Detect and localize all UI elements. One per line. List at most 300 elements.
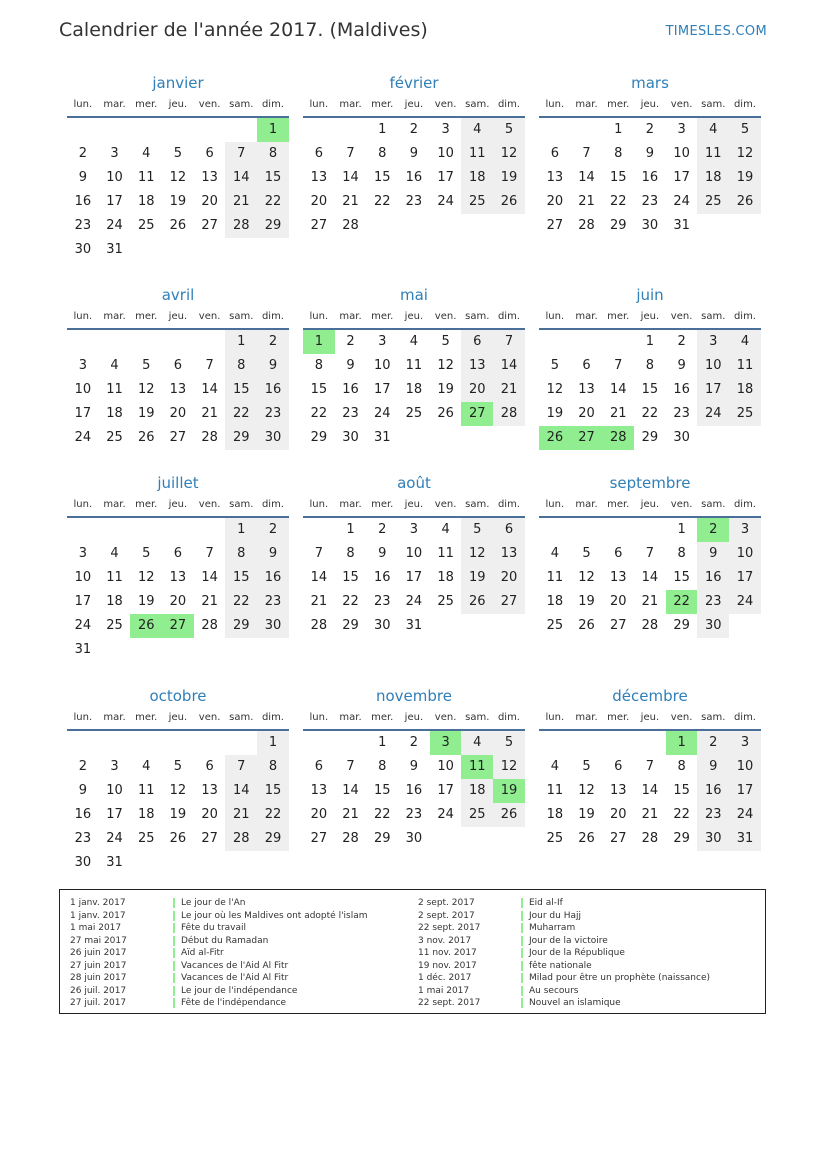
day-cell: 19 [137,594,155,609]
day-cell: 21 [578,194,595,209]
day-cell: 16 [257,378,289,402]
day-cell: 16 [641,170,659,185]
day-cell: 9 [78,783,87,798]
day-cell: 4 [110,546,119,561]
day-cell: 12 [461,542,493,566]
weekday-label: mer. [607,712,630,723]
weekday-label: dim. [261,99,284,110]
day-cell: 23 [74,831,92,846]
day-cell: 5 [173,146,183,161]
day-cell: 29 [342,618,359,633]
day-cell: 9 [346,358,355,373]
empty-cell [130,518,162,542]
day-cell: 15 [609,170,627,185]
day-cell: 28 [201,430,218,445]
legend-date: 1 janv. 2017 [70,910,126,921]
day-cell: 30 [641,218,659,233]
day-cell: 6 [582,358,591,373]
holiday-color-marker [173,923,175,933]
day-cell: 22 [641,406,659,421]
weekday-label: mar. [339,499,362,510]
day-cell: 17 [437,170,454,185]
day-cell: 20 [310,194,328,209]
weekday-label: mer. [607,499,630,510]
month-11 [539,686,761,851]
weekday-label: ven. [434,99,457,110]
day-cell: 23 [257,590,289,614]
empty-cell [67,330,99,354]
day-cell: 30 [74,855,92,870]
day-cell: 20 [546,194,564,209]
day-cell: 13 [169,570,187,585]
day-cell: 24 [673,194,690,209]
day-cell: 25 [546,831,564,846]
day-cell: 5 [142,358,151,373]
empty-cell [225,731,257,755]
day-cell: 12 [169,170,187,185]
weekday-label: jeu. [640,311,660,322]
legend-holiday-name: Au secours [529,985,579,996]
day-cell: 17 [405,570,423,585]
weekday-label: mar. [103,712,126,723]
day-cell: 25 [461,803,493,827]
weekday-header [539,496,761,513]
month-name: mars [631,74,669,92]
weekday-label: ven. [670,311,693,322]
weekday-label: mer. [607,99,630,110]
legend-holiday-name: Le jour de l'indépendance [181,985,298,996]
holiday-color-marker [173,936,175,946]
legend-column-right [418,897,710,1010]
weekday-label: sam. [465,499,490,510]
legend-date: 1 déc. 2017 [418,973,472,984]
day-cell: 30 [342,430,359,445]
legend-holiday-name: Fête de l'indépendance [181,998,287,1009]
day-cell: 20 [310,807,328,822]
day-cell: 30 [373,618,391,633]
day-cell: 12 [137,570,155,585]
weekday-label: lun. [545,712,565,723]
holiday-day-cell: 26 [130,614,162,638]
day-cell: 15 [342,570,359,585]
day-cell: 14 [342,783,359,798]
day-cell: 25 [697,190,729,214]
day-cell: 10 [405,546,423,561]
day-cell: 8 [346,546,355,561]
day-cell: 25 [137,218,155,233]
day-cell: 7 [346,759,355,774]
day-cell: 25 [461,190,493,214]
day-cell: 3 [677,122,686,137]
day-grid [303,118,525,238]
weekday-label: sam. [229,712,254,723]
empty-cell [571,518,603,542]
day-cell: 19 [546,406,564,421]
day-grid [539,518,761,638]
day-cell: 4 [550,546,559,561]
day-cell: 24 [697,402,729,426]
day-cell: 8 [677,759,686,774]
day-cell: 4 [729,330,761,354]
day-cell: 22 [257,803,289,827]
day-cell: 23 [74,218,92,233]
day-cell: 4 [461,731,493,755]
holiday-day-cell: 2 [697,518,729,542]
day-cell: 17 [373,382,391,397]
weekday-label: mer. [135,499,158,510]
empty-cell [225,118,257,142]
holiday-color-marker [521,923,523,933]
day-cell: 24 [74,618,92,633]
day-cell: 11 [697,142,729,166]
month-9 [67,686,289,875]
weekday-label: mar. [103,311,126,322]
day-cell: 10 [373,358,391,373]
weekday-label: mar. [339,99,362,110]
day-cell: 9 [257,354,289,378]
day-cell: 31 [673,218,690,233]
day-cell: 21 [342,807,359,822]
day-grid [67,118,289,262]
day-cell: 8 [314,358,323,373]
holiday-legend [59,889,766,1014]
legend-holiday-name: fête nationale [529,960,592,971]
empty-cell [602,330,634,354]
day-cell: 21 [201,594,218,609]
day-cell: 10 [74,382,92,397]
weekday-label: jeu. [640,712,660,723]
day-cell: 27 [169,430,187,445]
day-cell: 16 [342,382,359,397]
day-cell: 29 [225,614,257,638]
day-cell: 21 [641,594,659,609]
day-cell: 26 [729,190,761,214]
day-cell: 1 [225,518,257,542]
day-cell: 10 [74,570,92,585]
day-cell: 26 [137,430,155,445]
day-cell: 23 [641,194,659,209]
weekday-header [539,308,761,325]
day-cell: 6 [314,146,323,161]
day-cell: 7 [645,546,655,561]
day-cell: 26 [461,590,493,614]
holiday-day-cell: 27 [461,402,493,426]
empty-cell [99,118,131,142]
holiday-color-marker [521,961,523,971]
weekday-label: lun. [545,311,565,322]
weekday-label: sam. [701,99,726,110]
weekday-label: dim. [497,712,520,723]
holiday-day-cell: 1 [666,731,698,755]
legend-holiday-name: Eid al-If [529,898,563,909]
day-cell: 13 [578,382,595,397]
legend-date: 27 juin 2017 [70,960,127,971]
day-cell: 24 [373,406,391,421]
day-cell: 22 [373,807,391,822]
day-cell: 7 [614,358,623,373]
day-cell: 27 [201,831,218,846]
day-cell: 20 [169,406,187,421]
weekday-label: sam. [701,311,726,322]
day-cell: 14 [609,382,627,397]
day-cell: 7 [346,146,355,161]
legend-holiday-name: Fête du travail [181,923,247,934]
weekday-header [67,96,289,113]
month-name: septembre [609,474,691,492]
day-cell: 17 [437,783,454,798]
legend-item [418,922,710,935]
weekday-label: ven. [670,99,693,110]
holiday-color-marker [521,986,523,996]
day-cell: 28 [493,402,525,426]
day-cell: 25 [405,406,423,421]
empty-cell [194,731,226,755]
day-cell: 8 [645,358,655,373]
day-cell: 18 [137,807,155,822]
legend-item [418,947,710,960]
day-cell: 15 [225,566,257,590]
day-cell: 27 [310,218,328,233]
day-cell: 20 [201,807,218,822]
day-cell: 18 [106,594,123,609]
day-cell: 12 [169,783,187,798]
day-cell: 6 [205,759,214,774]
day-cell: 12 [437,358,454,373]
holiday-day-cell: 1 [257,118,289,142]
legend-holiday-name: Jour de la République [529,948,625,959]
month-7 [303,473,525,638]
day-cell: 22 [225,590,257,614]
day-cell: 17 [729,779,761,803]
day-cell: 13 [493,542,525,566]
day-cell: 12 [137,382,155,397]
day-cell: 4 [409,334,419,349]
day-cell: 18 [106,406,123,421]
day-cell: 14 [310,570,328,585]
day-cell: 11 [546,570,564,585]
day-cell: 4 [550,759,559,774]
day-cell: 16 [74,807,92,822]
weekday-label: ven. [434,311,457,322]
day-cell: 2 [346,334,355,349]
day-grid [539,330,761,450]
weekday-label: dim. [261,311,284,322]
weekday-label: jeu. [168,712,188,723]
day-cell: 18 [461,166,493,190]
weekday-label: jeu. [168,99,188,110]
day-cell: 2 [409,122,419,137]
legend-holiday-name: Vacances de l'Aid Al Fitr [181,960,289,971]
weekday-label: lun. [309,311,329,322]
weekday-label: mar. [339,311,362,322]
day-cell: 5 [582,759,591,774]
holiday-day-cell: 3 [430,731,462,755]
holiday-color-marker [521,973,523,983]
weekday-label: ven. [198,311,221,322]
legend-date: 26 juin 2017 [70,948,127,959]
weekday-label: sam. [465,712,490,723]
day-cell: 3 [697,330,729,354]
day-cell: 28 [641,618,659,633]
day-cell: 17 [729,566,761,590]
empty-cell [539,118,571,142]
empty-cell [67,518,99,542]
day-cell: 11 [437,546,454,561]
day-cell: 6 [461,330,493,354]
day-cell: 7 [314,546,323,561]
day-cell: 18 [697,166,729,190]
day-cell: 6 [205,146,214,161]
holiday-color-marker [173,961,175,971]
day-cell: 31 [106,242,123,257]
day-cell: 14 [641,570,659,585]
day-cell: 9 [697,755,729,779]
day-cell: 23 [257,402,289,426]
day-cell: 22 [225,402,257,426]
month-4 [303,285,525,450]
day-cell: 26 [578,831,595,846]
day-cell: 23 [697,803,729,827]
legend-holiday-name: Vacances de l'Aid Al Fitr [181,973,289,984]
empty-cell [335,118,367,142]
day-cell: 25 [106,430,123,445]
holiday-color-marker [173,998,175,1008]
day-grid [67,518,289,662]
day-cell: 4 [142,759,151,774]
day-cell: 10 [437,146,454,161]
day-grid [539,731,761,851]
weekday-label: dim. [497,99,520,110]
holiday-color-marker [173,911,175,921]
day-cell: 31 [106,855,123,870]
day-cell: 9 [409,759,419,774]
weekday-label: mar. [575,499,598,510]
day-cell: 25 [137,831,155,846]
day-cell: 11 [405,358,423,373]
legend-item [418,997,710,1010]
day-cell: 27 [201,218,218,233]
weekday-label: dim. [497,311,520,322]
legend-holiday-name: Le jour de l'An [181,898,246,909]
weekday-label: ven. [198,499,221,510]
day-cell: 31 [405,618,423,633]
day-cell: 28 [225,827,257,851]
day-cell: 29 [641,430,659,445]
day-cell: 26 [169,831,187,846]
day-cell: 3 [729,731,761,755]
day-cell: 15 [257,779,289,803]
day-cell: 19 [578,807,595,822]
day-cell: 29 [673,831,690,846]
month-name: février [389,74,439,92]
empty-cell [99,518,131,542]
day-cell: 28 [225,214,257,238]
day-cell: 28 [342,218,359,233]
day-cell: 30 [697,614,729,638]
holiday-color-marker [521,998,523,1008]
day-cell: 14 [201,570,218,585]
weekday-header [303,709,525,726]
day-cell: 17 [74,594,92,609]
day-cell: 20 [493,566,525,590]
day-cell: 1 [378,122,387,137]
weekday-label: dim. [733,712,756,723]
legend-holiday-name: Début du Ramadan [181,935,269,946]
day-cell: 29 [673,618,690,633]
legend-item [70,947,368,960]
holiday-day-cell: 28 [602,426,634,450]
day-cell: 6 [614,759,623,774]
brand-link[interactable]: TIMESLES.COM [665,24,767,39]
legend-item [70,997,368,1010]
day-cell: 18 [546,594,564,609]
day-cell: 12 [578,570,595,585]
weekday-label: ven. [670,712,693,723]
day-cell: 7 [645,759,655,774]
empty-cell [194,118,226,142]
weekday-label: jeu. [404,712,424,723]
day-cell: 2 [645,122,655,137]
weekday-header [303,496,525,513]
legend-item [418,972,710,985]
weekday-label: mer. [371,311,394,322]
legend-date: 11 nov. 2017 [418,948,477,959]
legend-holiday-name: Jour du Hajj [529,910,581,921]
day-cell: 19 [169,807,187,822]
day-cell: 18 [405,382,423,397]
day-cell: 11 [461,142,493,166]
legend-item [418,985,710,998]
day-cell: 28 [310,618,328,633]
weekday-label: mer. [371,499,394,510]
day-cell: 22 [609,194,627,209]
legend-date: 27 mai 2017 [70,935,127,946]
day-cell: 19 [729,166,761,190]
day-cell: 20 [201,194,218,209]
legend-date: 22 sept. 2017 [418,923,481,934]
legend-item [70,972,368,985]
day-cell: 23 [373,594,391,609]
weekday-label: lun. [73,99,93,110]
day-cell: 16 [257,566,289,590]
day-cell: 17 [697,378,729,402]
day-cell: 9 [409,146,419,161]
legend-item [70,910,368,923]
weekday-label: lun. [73,311,93,322]
month-name: janvier [152,74,204,92]
day-cell: 24 [437,807,454,822]
day-grid [303,731,525,851]
day-cell: 21 [493,378,525,402]
empty-cell [162,518,194,542]
weekday-label: lun. [545,499,565,510]
day-cell: 12 [546,382,564,397]
day-cell: 13 [201,170,218,185]
legend-holiday-name: Milad pour être un prophète (naissance) [529,973,711,984]
day-cell: 29 [373,831,391,846]
day-cell: 11 [137,170,155,185]
day-cell: 15 [641,382,659,397]
day-cell: 20 [461,378,493,402]
day-cell: 2 [378,522,387,537]
day-cell: 13 [310,783,328,798]
weekday-header [539,709,761,726]
day-cell: 8 [378,759,387,774]
day-cell: 3 [409,522,419,537]
weekday-label: mer. [371,99,394,110]
day-cell: 3 [378,334,387,349]
weekday-label: jeu. [168,311,188,322]
